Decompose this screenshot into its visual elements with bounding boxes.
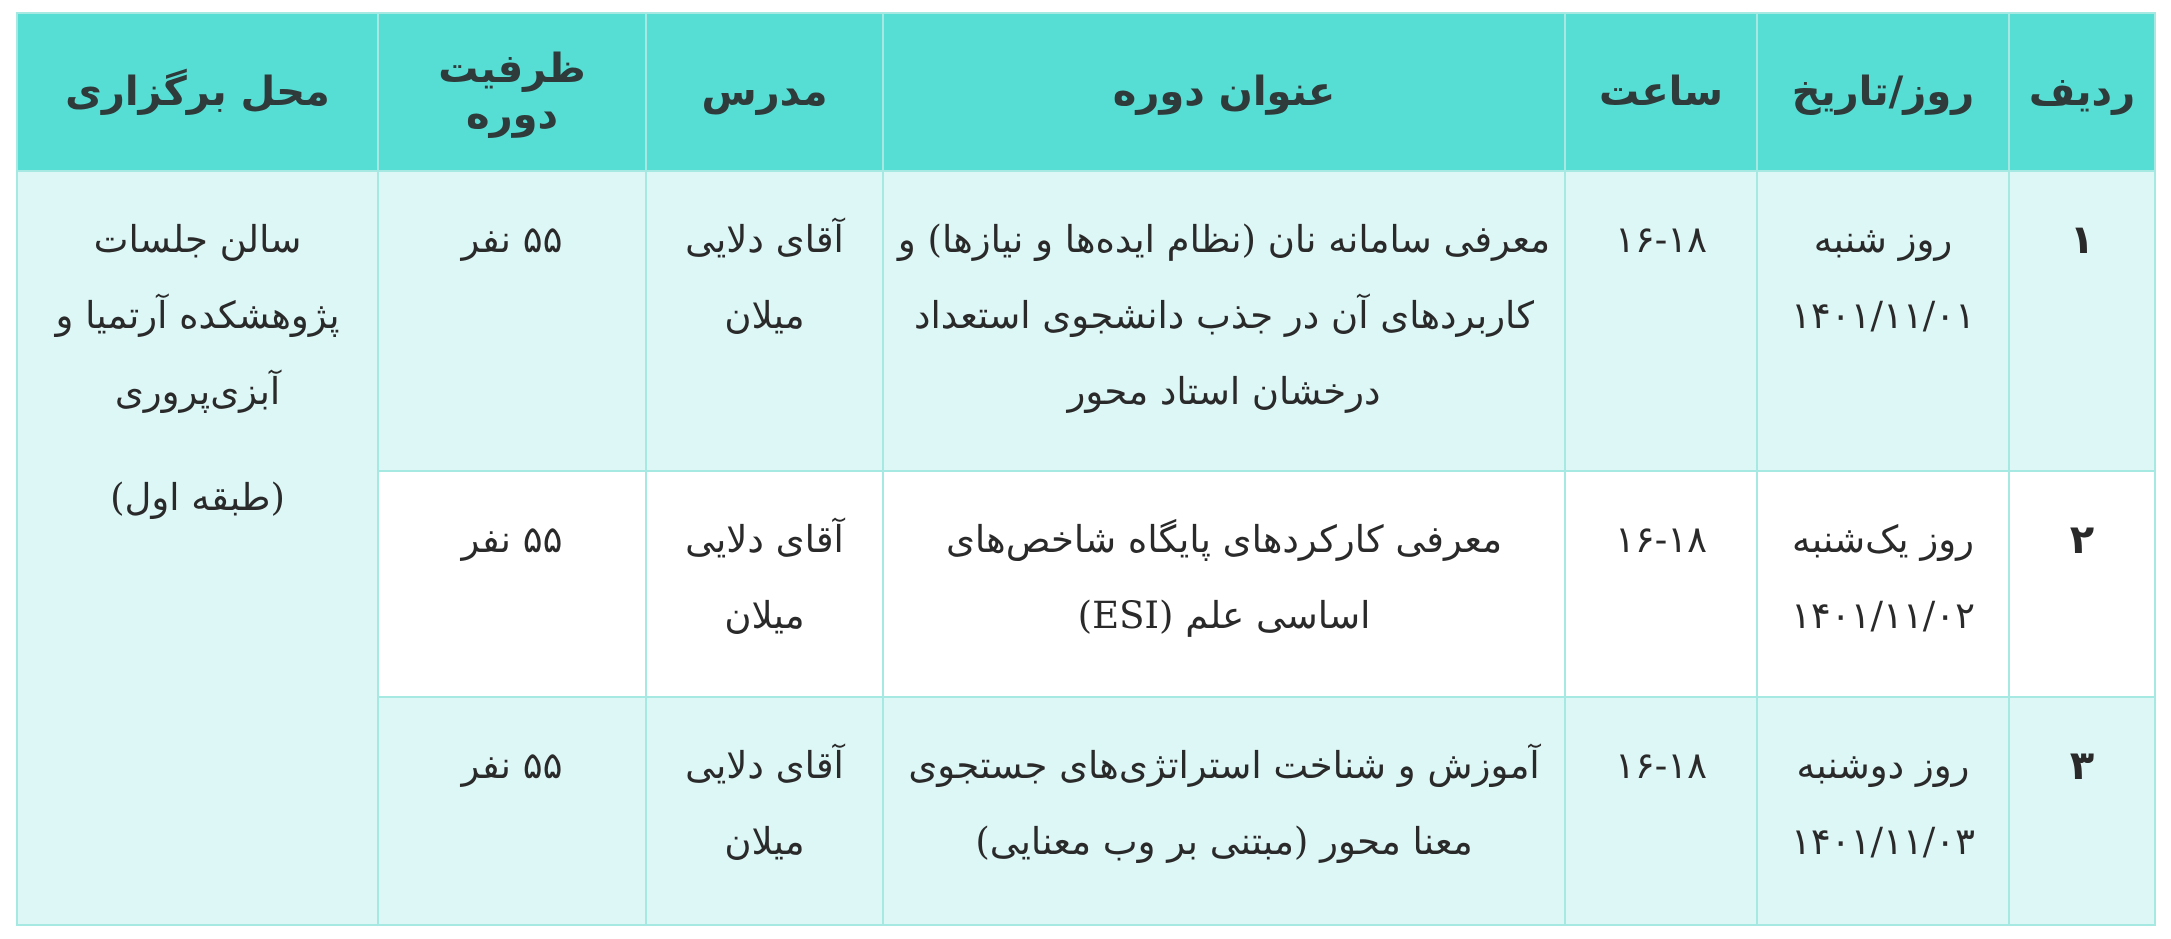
- row-course-title: [883, 471, 1565, 697]
- header-date: روز/تاریخ: [1757, 13, 2009, 171]
- row-day: روز دوشنبه: [1796, 744, 1970, 787]
- row-date: ۱۴۰۱/۱۱/۰۲: [1791, 594, 1975, 637]
- row-capacity: ۵۵ نفر: [378, 697, 646, 925]
- course-title-line: آموزش و شناخت استراتژی‌های جستجوی: [908, 744, 1540, 787]
- row-instructor: [646, 697, 883, 925]
- header-instructor: مدرس: [646, 13, 883, 171]
- instructor-line: آقای دلایی: [685, 218, 844, 261]
- row-date: ۱۴۰۱/۱۱/۰۱: [1791, 294, 1975, 337]
- header-time: ساعت: [1565, 13, 1757, 171]
- row-day: روز یک‌شنبه: [1792, 518, 1974, 561]
- row-number: ۲: [2009, 471, 2155, 697]
- instructor-line: میلان: [724, 594, 805, 637]
- course-schedule-table: [16, 12, 2156, 926]
- course-title-line: درخشان استاد محور: [1067, 370, 1381, 413]
- row-time: ۱۶-۱۸: [1565, 471, 1757, 697]
- instructor-line: میلان: [724, 820, 805, 863]
- row-number: ۱: [2009, 171, 2155, 471]
- row-date-cell: [1757, 697, 2009, 925]
- course-title-line: معرفی کارکردهای پایگاه شاخص‌های: [945, 518, 1503, 561]
- venue-floor-note: (طبقه اول): [110, 476, 285, 519]
- table-row: [17, 171, 2155, 471]
- header-course-title: عنوان دوره: [883, 13, 1565, 171]
- venue-line: آبزی‌پروری: [114, 370, 281, 413]
- instructor-line: آقای دلایی: [685, 744, 844, 787]
- table-header-row: [17, 13, 2155, 171]
- course-title-line: معرفی سامانه نان (نظام ایده‌ها و نیازها) و: [897, 218, 1551, 261]
- header-row-number: ردیف: [2009, 13, 2155, 171]
- instructor-line: میلان: [724, 294, 805, 337]
- course-title-line: کاربردهای آن در جذب دانشجوی استعداد: [914, 294, 1534, 337]
- course-title-line: معنا محور (مبتنی بر وب معنایی): [975, 820, 1473, 863]
- row-time: ۱۶-۱۸: [1565, 171, 1757, 471]
- row-time: ۱۶-۱۸: [1565, 697, 1757, 925]
- row-date: ۱۴۰۱/۱۱/۰۳: [1791, 820, 1975, 863]
- row-date-cell: [1757, 471, 2009, 697]
- row-course-title: [883, 171, 1565, 471]
- header-venue: محل برگزاری: [17, 13, 378, 171]
- row-date-cell: [1757, 171, 2009, 471]
- header-capacity: ظرفیت دوره: [378, 13, 646, 171]
- row-capacity: ۵۵ نفر: [378, 171, 646, 471]
- instructor-line: آقای دلایی: [685, 518, 844, 561]
- row-instructor: [646, 471, 883, 697]
- row-day: روز شنبه: [1813, 218, 1953, 261]
- row-number: ۳: [2009, 697, 2155, 925]
- venue-line: سالن جلسات: [93, 218, 302, 261]
- row-course-title: [883, 697, 1565, 925]
- row-instructor: [646, 171, 883, 471]
- venue-cell: [17, 171, 378, 925]
- venue-line: پژوهشکده آرتمیا و: [55, 294, 340, 337]
- schedule-table-container: [16, 12, 2154, 926]
- row-capacity: ۵۵ نفر: [378, 471, 646, 697]
- course-title-line: اساسی علم (ESI): [1077, 594, 1371, 637]
